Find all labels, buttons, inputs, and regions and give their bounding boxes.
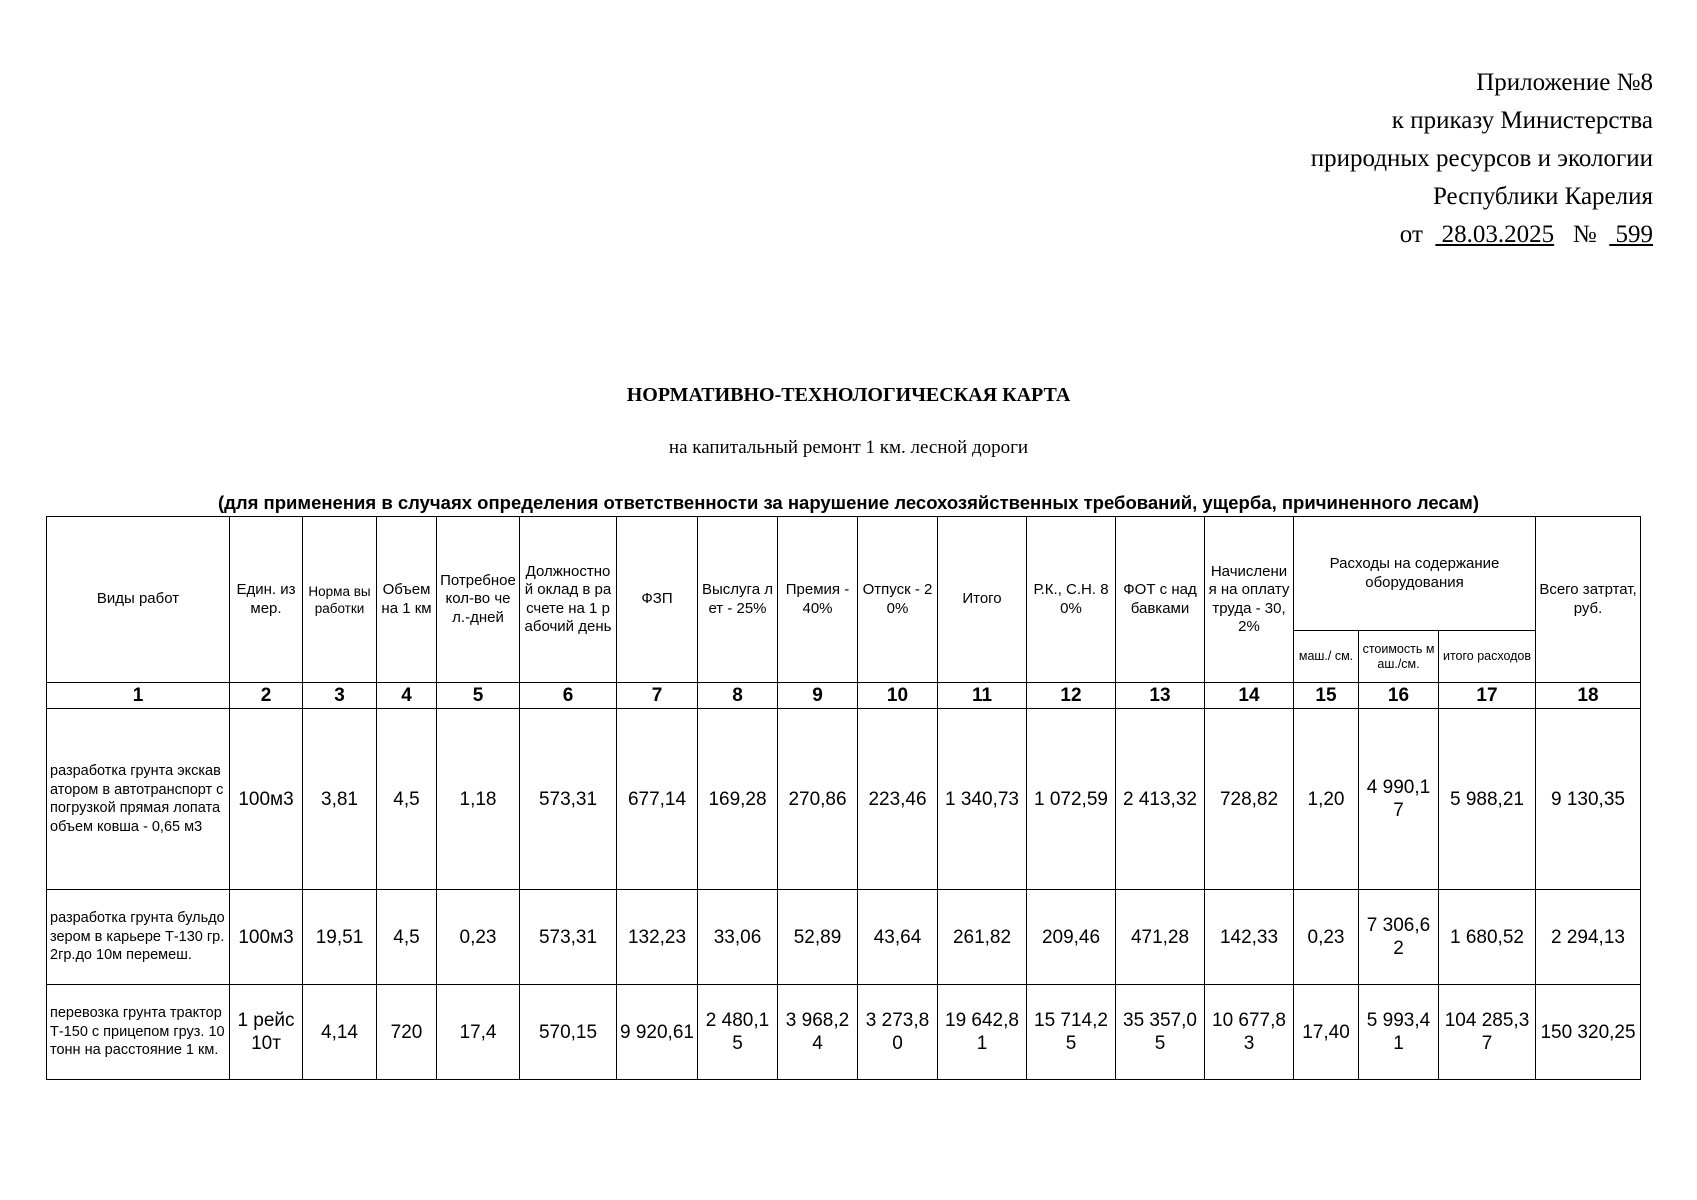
table-cell: 5 993,41 — [1359, 985, 1439, 1080]
table-cell: 5 988,21 — [1439, 709, 1536, 890]
table-cell: 471,28 — [1116, 890, 1205, 985]
table-cell: 1,18 — [437, 709, 520, 890]
col-number: 16 — [1359, 683, 1439, 709]
table-cell: 2 480,15 — [698, 985, 778, 1080]
col-number: 5 — [437, 683, 520, 709]
subcol-header: стоимость маш./см. — [1359, 631, 1439, 683]
column-numbers-row — [47, 683, 1641, 709]
col-header: Виды работ — [47, 517, 230, 683]
table-cell: 720 — [377, 985, 437, 1080]
table-cell: 0,23 — [437, 890, 520, 985]
col-header: Потребное кол-во чел.-дней — [437, 517, 520, 683]
col-number: 6 — [520, 683, 617, 709]
col-number: 12 — [1027, 683, 1116, 709]
table-row — [47, 890, 1641, 985]
table-cell: 169,28 — [698, 709, 778, 890]
document-subtitle: на капитальный ремонт 1 км. лесной дороги — [668, 437, 1029, 458]
table-cell: 261,82 — [938, 890, 1027, 985]
appendix-line-1: Приложение №8 — [1476, 69, 1653, 96]
col-number: 11 — [938, 683, 1027, 709]
table-cell: 4,5 — [377, 890, 437, 985]
table-row — [47, 709, 1641, 890]
table-cell: 570,15 — [520, 985, 617, 1080]
table-cell: 1 680,52 — [1439, 890, 1536, 985]
table-cell: 2 294,13 — [1536, 890, 1641, 985]
work-type-cell: разработка грунта бульдозером в карьере Т-130 гр.2гр.до 10м перемеш. — [47, 890, 230, 985]
col-header: Объем на 1 км — [377, 517, 437, 683]
document-title: НОРМАТИВНО-ТЕХНОЛОГИЧЕСКАЯ КАРТА — [626, 384, 1071, 406]
table-cell: 132,23 — [617, 890, 698, 985]
appendix-header — [1311, 64, 1653, 254]
col-header: Премия - 40% — [778, 517, 858, 683]
table-cell: 677,14 — [617, 709, 698, 890]
table-cell: 4,5 — [377, 709, 437, 890]
table-cell: 573,31 — [520, 709, 617, 890]
norm-table — [46, 516, 1641, 1080]
table-cell: 9 130,35 — [1536, 709, 1641, 890]
col-number: 1 — [47, 683, 230, 709]
col-number: 15 — [1294, 683, 1359, 709]
col-header: Отпуск - 20% — [858, 517, 938, 683]
table-cell: 104 285,37 — [1439, 985, 1536, 1080]
table-cell: 9 920,61 — [617, 985, 698, 1080]
col-header: Р.К., С.Н. 80% — [1027, 517, 1116, 683]
table-cell: 150 320,25 — [1536, 985, 1641, 1080]
subcol-header: маш./ см. — [1294, 631, 1359, 683]
col-number: 3 — [303, 683, 377, 709]
col-number: 17 — [1439, 683, 1536, 709]
table-cell: 0,23 — [1294, 890, 1359, 985]
table-cell: 19 642,81 — [938, 985, 1027, 1080]
col-header: Един. измер. — [230, 517, 303, 683]
col-number: 9 — [778, 683, 858, 709]
table-cell: 17,40 — [1294, 985, 1359, 1080]
table-cell: 573,31 — [520, 890, 617, 985]
table-cell: 1,20 — [1294, 709, 1359, 890]
table-cell: 209,46 — [1027, 890, 1116, 985]
order-date: 28.03.2025 — [1441, 221, 1555, 248]
col-header: Должностной оклад в расчете на 1 рабочий день — [520, 517, 617, 683]
work-type-cell: перевозка грунта трактор Т-150 с прицепом груз. 10тонн на расстояние 1 км. — [47, 985, 230, 1080]
document-note: (для применения в случаях определения ответственности за нарушение лесохозяйственных требований, ущерба, причиненного лесам) — [217, 492, 1480, 513]
col-number: 7 — [617, 683, 698, 709]
table-cell: 17,4 — [437, 985, 520, 1080]
col-number: 14 — [1205, 683, 1294, 709]
table-cell: 100м3 — [230, 890, 303, 985]
col-header: ФОТ с надбавками — [1116, 517, 1205, 683]
table-cell: 3 968,24 — [778, 985, 858, 1080]
col-number: 8 — [698, 683, 778, 709]
col-header: Начисления на оплату труда - 30,2% — [1205, 517, 1294, 683]
table-row — [47, 985, 1641, 1080]
table-cell: 3 273,80 — [858, 985, 938, 1080]
appendix-line-2: к приказу Министерства — [1391, 107, 1653, 134]
col-number: 4 — [377, 683, 437, 709]
table-cell: 2 413,32 — [1116, 709, 1205, 890]
work-type-cell: разработка грунта экскаватором в автотранспорт с погрузкой прямая лопата объем ковша - 0,65 м3 — [47, 709, 230, 890]
table-cell: 7 306,62 — [1359, 890, 1439, 985]
appendix-line-3: природных ресурсов и экологии — [1310, 145, 1653, 172]
table-cell: 142,33 — [1205, 890, 1294, 985]
table-cell: 33,06 — [698, 890, 778, 985]
number-sign: № — [1572, 221, 1597, 248]
appendix-date-line — [1311, 216, 1653, 254]
col-header: ФЗП — [617, 517, 698, 683]
table-cell: 223,46 — [858, 709, 938, 890]
col-number: 13 — [1116, 683, 1205, 709]
table-cell: 1 072,59 — [1027, 709, 1116, 890]
table-cell: 4,14 — [303, 985, 377, 1080]
table-cell: 19,51 — [303, 890, 377, 985]
table-cell: 100м3 — [230, 709, 303, 890]
order-number: 599 — [1615, 221, 1653, 248]
col-number: 2 — [230, 683, 303, 709]
equipment-group-header: Расходы на содержание оборудования — [1294, 517, 1536, 631]
table-cell: 43,64 — [858, 890, 938, 985]
date-prefix: от — [1399, 221, 1423, 248]
col-header-total: Всего затртат, руб. — [1536, 517, 1641, 683]
table-cell: 35 357,05 — [1116, 985, 1205, 1080]
table-cell: 10 677,83 — [1205, 985, 1294, 1080]
table-cell: 3,81 — [303, 709, 377, 890]
header-row — [47, 517, 1641, 631]
col-number: 10 — [858, 683, 938, 709]
table-cell: 270,86 — [778, 709, 858, 890]
col-header: Норма выработки — [303, 517, 377, 683]
table-cell: 1 340,73 — [938, 709, 1027, 890]
table-cell: 1 рейс 10т — [230, 985, 303, 1080]
table-cell: 728,82 — [1205, 709, 1294, 890]
col-header: Итого — [938, 517, 1027, 683]
table-cell: 52,89 — [778, 890, 858, 985]
appendix-line-4: Республики Карелия — [1432, 183, 1653, 210]
col-number: 18 — [1536, 683, 1641, 709]
table-cell: 15 714,25 — [1027, 985, 1116, 1080]
col-header: Выслуга лет - 25% — [698, 517, 778, 683]
table-cell: 4 990,17 — [1359, 709, 1439, 890]
subcol-header: итого расходов — [1439, 631, 1536, 683]
